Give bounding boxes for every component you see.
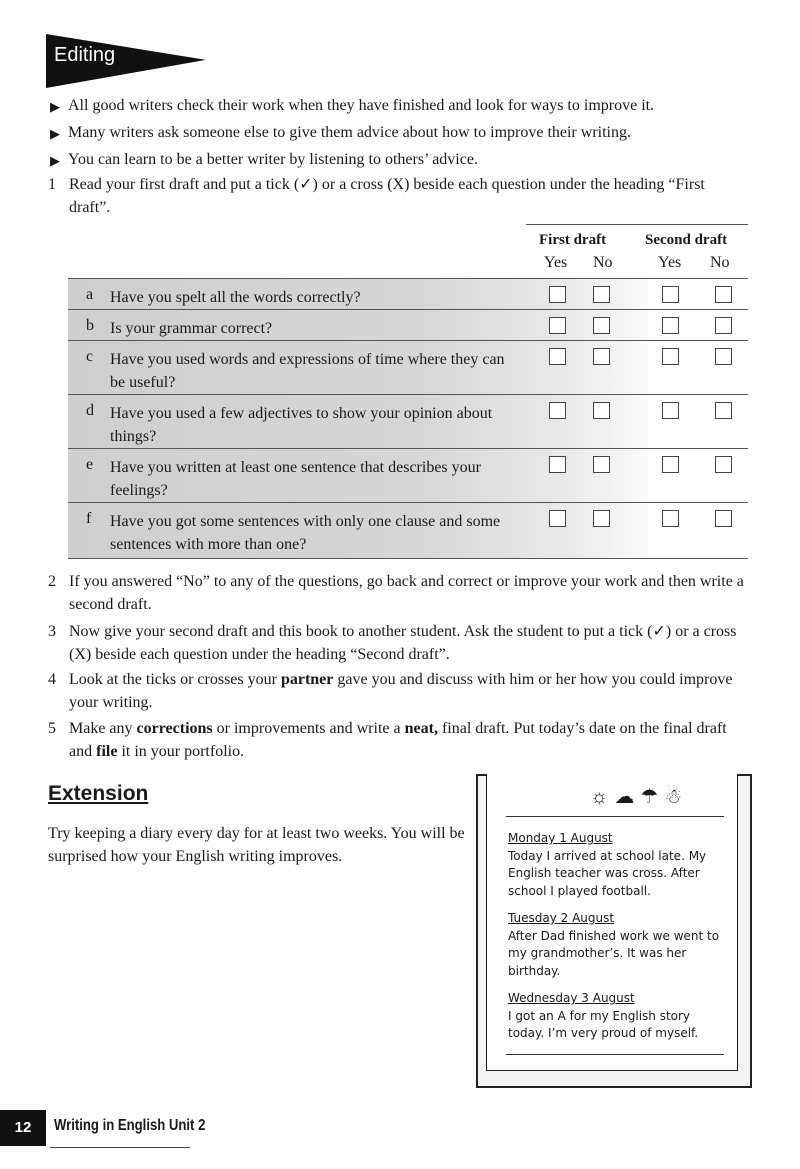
bullet-item: ▶ You can learn to be a better writer by listening to others’ advice. bbox=[48, 146, 758, 173]
instruction-text: Now give your second draft and this book to another student. Ask the student to put a tick (✓) or a cross (X) beside each question under the heading “Second draft”. bbox=[69, 623, 737, 663]
instruction-number: 1 bbox=[48, 176, 56, 193]
second-draft-yes-checkbox[interactable] bbox=[662, 402, 679, 419]
diary-text: Today I arrived at school late. My English teacher was cross. After school I played football. bbox=[508, 848, 707, 898]
second-yes-label: Yes bbox=[658, 254, 682, 271]
second-draft-no-checkbox[interactable] bbox=[715, 510, 732, 527]
table-top-rule bbox=[526, 224, 748, 225]
second-draft-no-checkbox[interactable] bbox=[715, 317, 732, 334]
question-text: Have you used words and expressions of time where they can be useful? bbox=[110, 351, 505, 391]
diary-date: Wednesday 3 August bbox=[508, 991, 635, 1005]
diary-date: Tuesday 2 August bbox=[508, 911, 615, 925]
instruction-1 bbox=[48, 173, 750, 219]
instruction-text: Make any corrections or improvements and write a neat, final draft. Put today’s date on the final draft and file it in your portfolio. bbox=[69, 720, 727, 760]
first-draft-no-checkbox[interactable] bbox=[593, 348, 610, 365]
question-row-b bbox=[68, 309, 748, 340]
question-row-a bbox=[68, 278, 748, 309]
diary-date: Monday 1 August bbox=[508, 831, 613, 845]
bullet-item: ▶ All good writers check their work when they have finished and look for ways to improve it. bbox=[48, 92, 758, 119]
second-draft-yes-checkbox[interactable] bbox=[662, 317, 679, 334]
question-row-c bbox=[68, 340, 748, 394]
question-row-f bbox=[68, 502, 748, 558]
second-draft-yes-checkbox[interactable] bbox=[662, 456, 679, 473]
second-draft-yes-checkbox[interactable] bbox=[662, 348, 679, 365]
intro-bullets bbox=[48, 92, 758, 173]
table-rule bbox=[68, 558, 748, 559]
second-draft-no-checkbox[interactable] bbox=[715, 402, 732, 419]
instruction-number: 5 bbox=[48, 720, 56, 737]
question-letter: b bbox=[86, 317, 94, 334]
question-row-d bbox=[68, 394, 748, 448]
instruction-3 bbox=[48, 620, 750, 666]
diary-entry bbox=[508, 830, 730, 900]
instruction-text: If you answered “No” to any of the questions, go back and correct or improve your work and then write a second draft. bbox=[69, 573, 744, 613]
question-letter: d bbox=[86, 402, 94, 419]
diary-rule bbox=[506, 1054, 724, 1055]
question-letter: f bbox=[86, 510, 92, 527]
question-text: Have you got some sentences with only one clause and some sentences with more than one? bbox=[110, 513, 501, 553]
question-text: Have you spelt all the words correctly? bbox=[110, 289, 361, 306]
diary-rule bbox=[506, 816, 724, 817]
first-draft-yes-checkbox[interactable] bbox=[549, 317, 566, 334]
bold-term: file bbox=[96, 743, 118, 760]
arrow-bullet-icon: ▶ bbox=[50, 153, 60, 168]
question-text: Have you written at least one sentence that describes your feelings? bbox=[110, 459, 481, 499]
bold-term: partner bbox=[280, 671, 334, 688]
first-no-label: No bbox=[593, 254, 613, 271]
first-draft-no-checkbox[interactable] bbox=[593, 456, 610, 473]
arrow-bullet-icon: ▶ bbox=[50, 99, 60, 114]
instruction-text: Look at the ticks or crosses your partner gave you and discuss with him or her how you could improve your writing. bbox=[69, 671, 733, 711]
first-draft-header: First draft bbox=[539, 232, 607, 248]
instruction-2 bbox=[48, 570, 750, 616]
footer-title: Writing in English Unit 2 bbox=[54, 1117, 206, 1134]
question-row-e bbox=[68, 448, 748, 502]
checklist-table bbox=[68, 224, 748, 559]
diary-entry bbox=[508, 990, 730, 1043]
extension-heading: Extension bbox=[48, 782, 149, 805]
bold-term: corrections bbox=[136, 720, 213, 737]
first-yes-label: Yes bbox=[544, 254, 568, 271]
instruction-number: 3 bbox=[48, 623, 56, 640]
footer-rule bbox=[50, 1147, 190, 1148]
instruction-5 bbox=[48, 717, 750, 763]
question-letter: c bbox=[86, 348, 94, 365]
diary-text: I got an A for my English story today. I’m very proud of myself. bbox=[508, 1008, 699, 1040]
second-draft-no-checkbox[interactable] bbox=[715, 348, 732, 365]
second-no-label: No bbox=[710, 254, 730, 271]
diary-entry bbox=[508, 910, 730, 980]
page-number: 12 bbox=[0, 1110, 46, 1146]
second-draft-no-checkbox[interactable] bbox=[715, 456, 732, 473]
bold-term: neat, bbox=[404, 720, 438, 737]
question-text: Have you used a few adjectives to show your opinion about things? bbox=[110, 405, 493, 445]
first-draft-yes-checkbox[interactable] bbox=[549, 456, 566, 473]
bullet-item: ▶ Many writers ask someone else to give them advice about how to improve their writing. bbox=[48, 119, 758, 146]
section-title: Editing bbox=[54, 44, 116, 66]
second-draft-yes-checkbox[interactable] bbox=[662, 510, 679, 527]
instruction-number: 4 bbox=[48, 671, 56, 688]
second-draft-yes-checkbox[interactable] bbox=[662, 286, 679, 303]
first-draft-no-checkbox[interactable] bbox=[593, 286, 610, 303]
arrow-bullet-icon: ▶ bbox=[50, 126, 60, 141]
weather-icons: ☼☁☂☃ bbox=[590, 786, 689, 808]
second-draft-no-checkbox[interactable] bbox=[715, 286, 732, 303]
question-letter: a bbox=[86, 286, 94, 303]
first-draft-no-checkbox[interactable] bbox=[593, 317, 610, 334]
first-draft-no-checkbox[interactable] bbox=[593, 510, 610, 527]
second-draft-header: Second draft bbox=[645, 232, 728, 248]
instruction-4 bbox=[48, 668, 750, 714]
first-draft-yes-checkbox[interactable] bbox=[549, 402, 566, 419]
instruction-text: Read your first draft and put a tick (✓) or a cross (X) beside each question under the heading “First draft”. bbox=[69, 176, 705, 216]
first-draft-no-checkbox[interactable] bbox=[593, 402, 610, 419]
first-draft-yes-checkbox[interactable] bbox=[549, 348, 566, 365]
instruction-number: 2 bbox=[48, 573, 56, 590]
first-draft-yes-checkbox[interactable] bbox=[549, 510, 566, 527]
extension-text: Try keeping a diary every day for at least two weeks. You will be surprised how your English writing improves. bbox=[48, 825, 465, 865]
question-text: Is your grammar correct? bbox=[110, 320, 273, 337]
first-draft-yes-checkbox[interactable] bbox=[549, 286, 566, 303]
question-letter: e bbox=[86, 456, 94, 473]
diary-text: After Dad finished work we went to my grandmother’s. It was her birthday. bbox=[508, 928, 720, 978]
